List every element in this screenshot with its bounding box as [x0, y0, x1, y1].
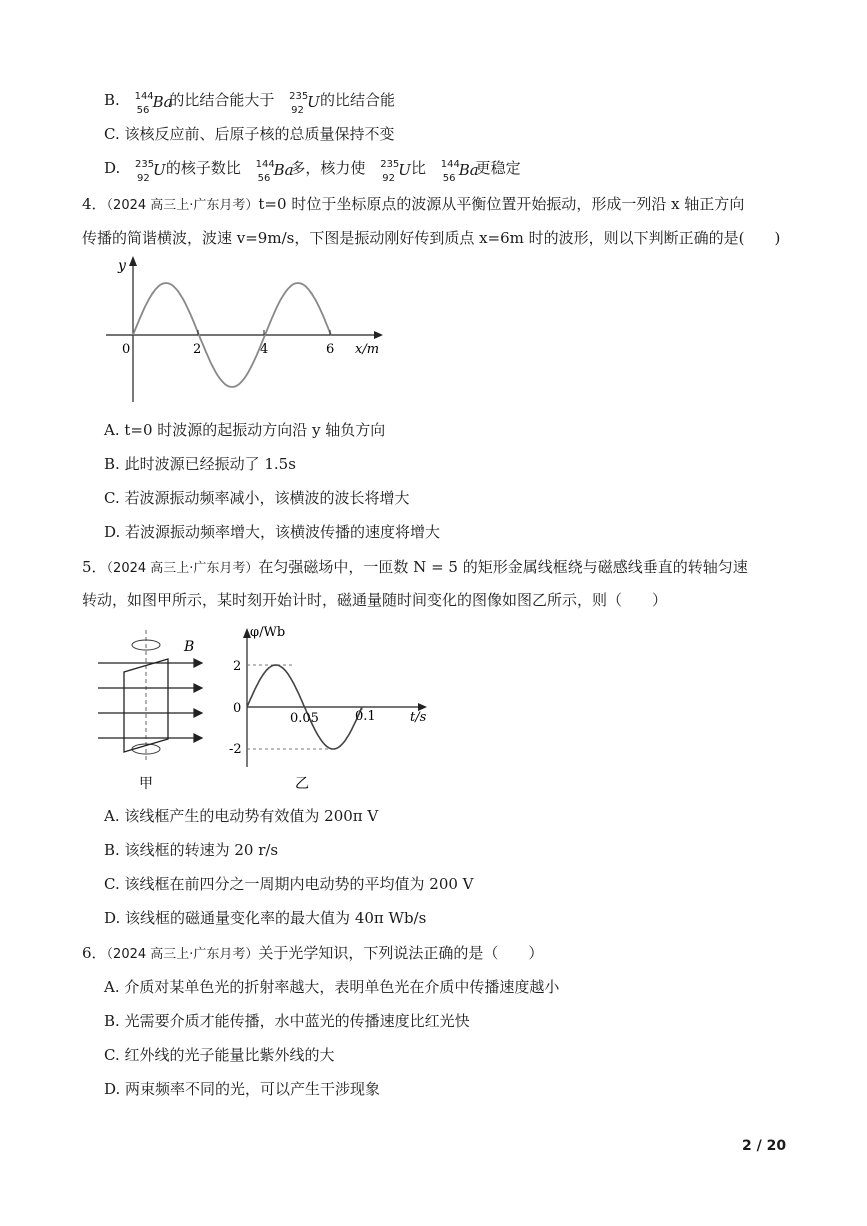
x-axis-arrow: [374, 331, 383, 339]
q6-option-d: D. 两束频率不同的光，可以产生干涉现象: [104, 1080, 381, 1098]
q4-option-b: B. 此时波源已经振动了 1.5s: [104, 455, 296, 473]
phi-tick-2: 2: [233, 659, 242, 674]
b-field-label: B: [184, 639, 195, 655]
y-label: y: [118, 258, 126, 274]
page-number: 2 / 20: [742, 1138, 787, 1154]
q4-option-a: A. t=0 时波源的起振动方向沿 y 轴负方向: [104, 421, 386, 439]
phi-tick-neg2: -2: [229, 742, 242, 757]
q5-option-d: D. 该线框的磁通量变化率的最大值为 40π Wb/s: [104, 909, 427, 927]
y-axis-arrow: [129, 256, 137, 266]
phi-label: φ/Wb: [250, 625, 286, 640]
tick-label-2: 2: [193, 342, 202, 357]
phi-tick-0: 0: [233, 701, 242, 716]
q5-figure-b-flux-graph: [222, 622, 442, 797]
q5-stem-line2: 转动，如图甲所示，某时刻开始计时，磁通量随时间变化的图像如图乙所示，则（ ）: [82, 591, 668, 609]
q5-option-c: C. 该线框在前四分之一周期内电动势的平均值为 200 V: [104, 875, 474, 893]
q3-option-c: C. 该核反应前、后原子核的总质量保持不变: [104, 125, 395, 143]
tick-label-6: 6: [326, 342, 335, 357]
q3-option-b: B. 144 56 Ba 的比结合能大于 235 92 U 的比结合能: [104, 91, 395, 116]
q5-stem-line1: 5．（2024 高三上·广东月考）在匀强磁场中，一匝数 N = 5 的矩形金属线框绕与磁感线垂直的转轴匀速: [82, 558, 748, 576]
fig-a-caption: 甲: [139, 776, 153, 792]
u-nuclide: 235 92 U: [289, 91, 320, 116]
x-label: x/m: [355, 342, 380, 357]
q4-stem-line2: 传播的简谐横波，波速 v=9m/s，下图是振动刚好传到质点 x=6m 时的波形，则以下判断正确的是( ): [82, 229, 781, 247]
q6-stem: 6．（2024 高三上·广东月考）关于光学知识，下列说法正确的是（ ）: [82, 944, 544, 962]
tick-label-0: 0: [122, 342, 131, 357]
q3-option-d: D. 235 92 U 的核子数比 144 56 Ba 多，核力使 235 92 U 比 144 56 Ba 更稳定: [104, 159, 521, 184]
field-lines: [98, 659, 202, 742]
ba-nuclide: 144 56 Ba: [255, 159, 294, 184]
q6-option-b: B. 光需要介质才能传播，水中蓝光的传播速度比红光快: [104, 1012, 470, 1030]
t-label: t/s: [410, 710, 427, 725]
u-nuclide: 235 92 U: [380, 159, 411, 184]
ba-nuclide: 144 56 Ba: [440, 159, 479, 184]
q4-stem-line1: 4．（2024 高三上·广东月考）t=0 时位于坐标原点的波源从平衡位置开始振动，形成一列沿 x 轴正方向: [82, 195, 745, 213]
q5-option-a: A. 该线框产生的电动势有效值为 200π V: [104, 807, 379, 825]
t-tick-005: 0.05: [290, 711, 319, 726]
q5-figure-a-coil: [96, 625, 216, 795]
q6-option-a: A. 介质对某单色光的折射率越大，表明单色光在介质中传播速度越小: [104, 978, 560, 996]
tick-label-4: 4: [260, 342, 269, 357]
fig-b-caption: 乙: [295, 776, 309, 792]
ba-nuclide: 144 56 Ba: [134, 91, 173, 116]
q4-wave-graph: [100, 252, 390, 412]
t-tick-01: 0.1: [355, 709, 376, 724]
q6-option-c: C. 红外线的光子能量比紫外线的大: [104, 1046, 335, 1064]
u-nuclide: 235 92 U: [135, 159, 166, 184]
q4-option-c: C. 若波源振动频率减小，该横波的波长将增大: [104, 489, 410, 507]
x-ticks: [198, 330, 330, 335]
q4-option-d: D. 若波源振动频率增大，该横波传播的速度将增大: [104, 523, 441, 541]
q5-option-b: B. 该线框的转速为 20 r/s: [104, 841, 279, 859]
